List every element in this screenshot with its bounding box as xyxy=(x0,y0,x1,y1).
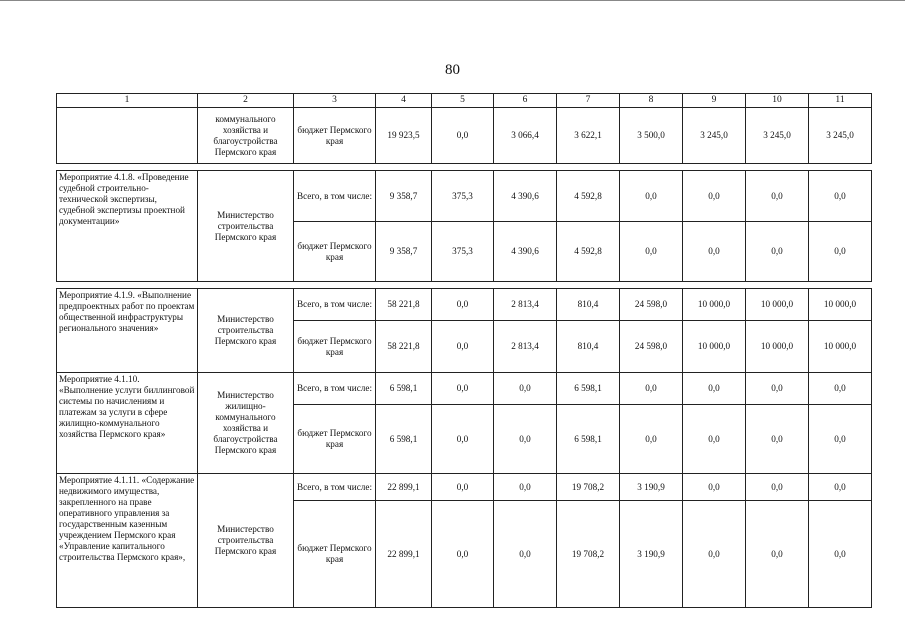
row-gap xyxy=(57,282,872,289)
value-cell: 0,0 xyxy=(432,289,494,321)
column-header: 8 xyxy=(620,94,683,108)
table-row xyxy=(57,474,872,501)
value-cell: 3 190,9 xyxy=(620,474,683,501)
column-header: 2 xyxy=(198,94,294,108)
value-cell: 4 592,8 xyxy=(557,222,620,282)
value-cell: 0,0 xyxy=(683,405,746,474)
value-cell: 0,0 xyxy=(620,171,683,222)
funding-source-cell: бюджет Пермского края xyxy=(294,405,376,474)
value-cell: 0,0 xyxy=(683,474,746,501)
value-cell: 58 221,8 xyxy=(376,289,432,321)
table-row xyxy=(57,289,872,321)
value-cell: 4 390,6 xyxy=(494,222,557,282)
value-cell: 0,0 xyxy=(432,405,494,474)
funding-source-cell: бюджет Пермского края xyxy=(294,321,376,373)
value-cell: 0,0 xyxy=(683,171,746,222)
value-cell: 0,0 xyxy=(746,474,809,501)
value-cell: 9 358,7 xyxy=(376,222,432,282)
value-cell: 3 245,0 xyxy=(683,108,746,164)
value-cell: 0,0 xyxy=(683,222,746,282)
executor-cell: коммунального хозяйства и благоустройства Пермского края xyxy=(198,108,294,164)
value-cell: 6 598,1 xyxy=(557,373,620,405)
page-number: 80 xyxy=(445,62,460,78)
executor-cell: Министерство жилищно-коммунального хозяйства и благоустройства Пермского края xyxy=(198,373,294,474)
measure-name-cell: Мероприятие 4.1.8. «Проведение судебной строительно-технической экспертизы, судебной экспертизы проектной документации» xyxy=(57,171,198,282)
column-header: 10 xyxy=(746,94,809,108)
value-cell: 22 899,1 xyxy=(376,501,432,608)
funding-source-cell: Всего, в том числе: xyxy=(294,373,376,405)
executor-cell: Министерство строительства Пермского края xyxy=(198,171,294,282)
value-cell: 4 592,8 xyxy=(557,171,620,222)
value-cell: 0,0 xyxy=(432,373,494,405)
column-header: 6 xyxy=(494,94,557,108)
value-cell: 24 598,0 xyxy=(620,321,683,373)
value-cell: 10 000,0 xyxy=(746,289,809,321)
column-header: 4 xyxy=(376,94,432,108)
value-cell: 0,0 xyxy=(432,501,494,608)
value-cell: 0,0 xyxy=(432,474,494,501)
value-cell: 9 358,7 xyxy=(376,171,432,222)
value-cell: 0,0 xyxy=(809,501,872,608)
value-cell: 0,0 xyxy=(432,108,494,164)
value-cell: 24 598,0 xyxy=(620,289,683,321)
funding-source-cell: бюджет Пермского края xyxy=(294,501,376,608)
value-cell: 810,4 xyxy=(557,289,620,321)
value-cell: 0,0 xyxy=(809,474,872,501)
executor-cell: Министерство строительства Пермского края xyxy=(198,289,294,373)
value-cell: 19 708,2 xyxy=(557,474,620,501)
value-cell: 2 813,4 xyxy=(494,321,557,373)
value-cell: 22 899,1 xyxy=(376,474,432,501)
column-header: 11 xyxy=(809,94,872,108)
value-cell: 0,0 xyxy=(746,501,809,608)
value-cell: 4 390,6 xyxy=(494,171,557,222)
value-cell: 58 221,8 xyxy=(376,321,432,373)
funding-source-cell: бюджет Пермского края xyxy=(294,108,376,164)
table-row xyxy=(57,108,872,164)
value-cell: 375,3 xyxy=(432,222,494,282)
value-cell: 0,0 xyxy=(494,373,557,405)
value-cell: 6 598,1 xyxy=(557,405,620,474)
value-cell: 0,0 xyxy=(494,405,557,474)
value-cell: 3 500,0 xyxy=(620,108,683,164)
value-cell: 3 622,1 xyxy=(557,108,620,164)
table-row xyxy=(57,171,872,222)
value-cell: 0,0 xyxy=(620,222,683,282)
executor-cell: Министерство строительства Пермского края xyxy=(198,474,294,608)
value-cell: 0,0 xyxy=(746,222,809,282)
value-cell: 0,0 xyxy=(809,222,872,282)
measure-name-cell: Мероприятие 4.1.9. «Выполнение предпроектных работ по проектам общественной инфраструктуры регионального значения» xyxy=(57,289,198,373)
value-cell: 10 000,0 xyxy=(683,321,746,373)
column-header: 5 xyxy=(432,94,494,108)
value-cell: 6 598,1 xyxy=(376,373,432,405)
value-cell: 0,0 xyxy=(683,373,746,405)
value-cell: 0,0 xyxy=(494,474,557,501)
funding-source-cell: Всего, в том числе: xyxy=(294,171,376,222)
value-cell: 3 066,4 xyxy=(494,108,557,164)
value-cell: 0,0 xyxy=(746,171,809,222)
value-cell: 10 000,0 xyxy=(683,289,746,321)
measure-name-cell xyxy=(57,108,198,164)
column-header: 9 xyxy=(683,94,746,108)
column-header: 3 xyxy=(294,94,376,108)
value-cell: 10 000,0 xyxy=(809,321,872,373)
value-cell: 3 190,9 xyxy=(620,501,683,608)
value-cell: 0,0 xyxy=(746,405,809,474)
value-cell: 0,0 xyxy=(809,373,872,405)
value-cell: 0,0 xyxy=(432,321,494,373)
value-cell: 0,0 xyxy=(494,501,557,608)
value-cell: 0,0 xyxy=(746,373,809,405)
value-cell: 10 000,0 xyxy=(746,321,809,373)
measure-name-cell: Мероприятие 4.1.11. «Содержание недвижимого имущества, закрепленного на праве оперативного управления за государственным казенным учреждением Пермского края «Управление капитального строительства Пермского края», xyxy=(57,474,198,608)
value-cell: 19 708,2 xyxy=(557,501,620,608)
funding-source-cell: Всего, в том числе: xyxy=(294,474,376,501)
value-cell: 19 923,5 xyxy=(376,108,432,164)
value-cell: 6 598,1 xyxy=(376,405,432,474)
value-cell: 0,0 xyxy=(809,405,872,474)
value-cell: 0,0 xyxy=(809,171,872,222)
column-header: 1 xyxy=(57,94,198,108)
budget-table xyxy=(56,93,872,608)
value-cell: 0,0 xyxy=(620,405,683,474)
scan-top-edge xyxy=(0,0,905,1)
column-header: 7 xyxy=(557,94,620,108)
funding-source-cell: Всего, в том числе: xyxy=(294,289,376,321)
column-number-row xyxy=(57,94,872,108)
value-cell: 2 813,4 xyxy=(494,289,557,321)
value-cell: 0,0 xyxy=(683,501,746,608)
value-cell: 0,0 xyxy=(620,373,683,405)
measure-name-cell: Мероприятие 4.1.10. «Выполнение услуги биллинговой системы по начислениям и платежам за услуги в сфере жилищно-коммунального хозяйства Пермского края» xyxy=(57,373,198,474)
value-cell: 810,4 xyxy=(557,321,620,373)
value-cell: 3 245,0 xyxy=(746,108,809,164)
funding-source-cell: бюджет Пермского края xyxy=(294,222,376,282)
table-row xyxy=(57,373,872,405)
value-cell: 375,3 xyxy=(432,171,494,222)
value-cell: 10 000,0 xyxy=(809,289,872,321)
value-cell: 3 245,0 xyxy=(809,108,872,164)
row-gap xyxy=(57,164,872,171)
